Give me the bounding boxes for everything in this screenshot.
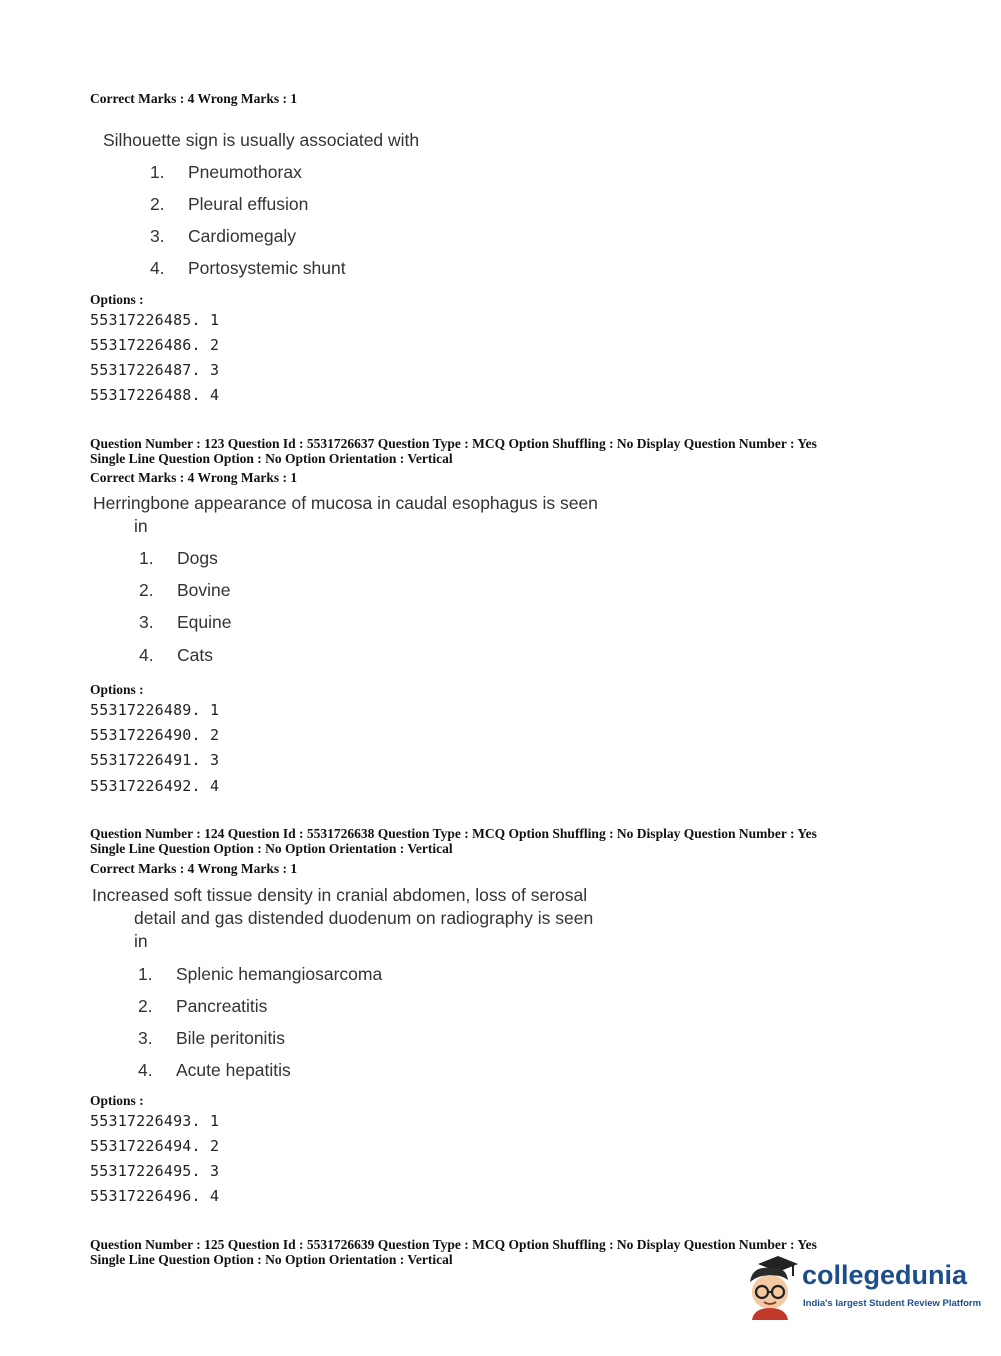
options-label: Options :: [90, 1093, 144, 1108]
choice-item: 4. Portosystemic shunt: [150, 258, 346, 278]
choice-item: 1. Splenic hemangiosarcoma: [138, 964, 383, 984]
option-id: 55317226487. 3: [90, 361, 220, 379]
marks-line: Correct Marks : 4 Wrong Marks : 1: [90, 91, 298, 106]
choice-item: 2. Pancreatitis: [138, 996, 268, 1016]
option-id: 55317226496. 4: [90, 1187, 220, 1205]
options-label: Options :: [90, 682, 144, 697]
question-text: detail and gas distended duodenum on radiography is seen: [134, 908, 594, 928]
marks-line: Correct Marks : 4 Wrong Marks : 1: [90, 470, 298, 485]
option-id: 55317226491. 3: [90, 751, 220, 769]
brand-name: collegedunia: [802, 1260, 968, 1290]
mascot-icon: [740, 1254, 802, 1320]
option-id: 55317226485. 1: [90, 311, 220, 329]
question-meta: Single Line Question Option : No Option Orientation : Vertical: [90, 451, 453, 466]
choice-item: 1. Pneumothorax: [150, 162, 302, 182]
question-meta: Question Number : 123 Question Id : 5531726637 Question Type : MCQ Option Shuffling : No Display Question Number : Yes: [90, 436, 817, 451]
option-id: 55317226486. 2: [90, 336, 220, 354]
question-text: Silhouette sign is usually associated with: [103, 130, 420, 150]
choice-item: 3. Bile peritonitis: [138, 1028, 285, 1048]
question-text: in: [134, 931, 148, 951]
choice-item: 1. Dogs: [139, 548, 218, 568]
question-meta: Single Line Question Option : No Option Orientation : Vertical: [90, 1252, 453, 1267]
choice-item: 4. Cats: [139, 645, 213, 665]
option-id: 55317226488. 4: [90, 386, 220, 404]
option-id: 55317226493. 1: [90, 1112, 220, 1130]
choice-item: 2. Bovine: [139, 580, 231, 600]
brand-tagline: India's largest Student Review Platform: [803, 1298, 982, 1309]
question-meta: Single Line Question Option : No Option Orientation : Vertical: [90, 841, 453, 856]
choice-item: 4. Acute hepatitis: [138, 1060, 291, 1080]
option-id: 55317226495. 3: [90, 1162, 220, 1180]
option-id: 55317226489. 1: [90, 701, 220, 719]
collegedunia-logo: [740, 1254, 982, 1320]
marks-line: Correct Marks : 4 Wrong Marks : 1: [90, 861, 298, 876]
option-id: 55317226494. 2: [90, 1137, 220, 1155]
option-id: 55317226492. 4: [90, 777, 220, 795]
question-text: Increased soft tissue density in cranial abdomen, loss of serosal: [92, 885, 588, 905]
choice-item: 3. Equine: [139, 612, 232, 632]
question-meta: Question Number : 125 Question Id : 5531726639 Question Type : MCQ Option Shuffling : No Display Question Number : Yes: [90, 1237, 817, 1252]
choice-item: 2. Pleural effusion: [150, 194, 309, 214]
choice-item: 3. Cardiomegaly: [150, 226, 296, 246]
question-text: in: [134, 516, 148, 536]
question-meta: Question Number : 124 Question Id : 5531726638 Question Type : MCQ Option Shuffling : No Display Question Number : Yes: [90, 826, 817, 841]
option-id: 55317226490. 2: [90, 726, 220, 744]
options-label: Options :: [90, 292, 144, 307]
question-text: Herringbone appearance of mucosa in caudal esophagus is seen: [93, 493, 598, 513]
